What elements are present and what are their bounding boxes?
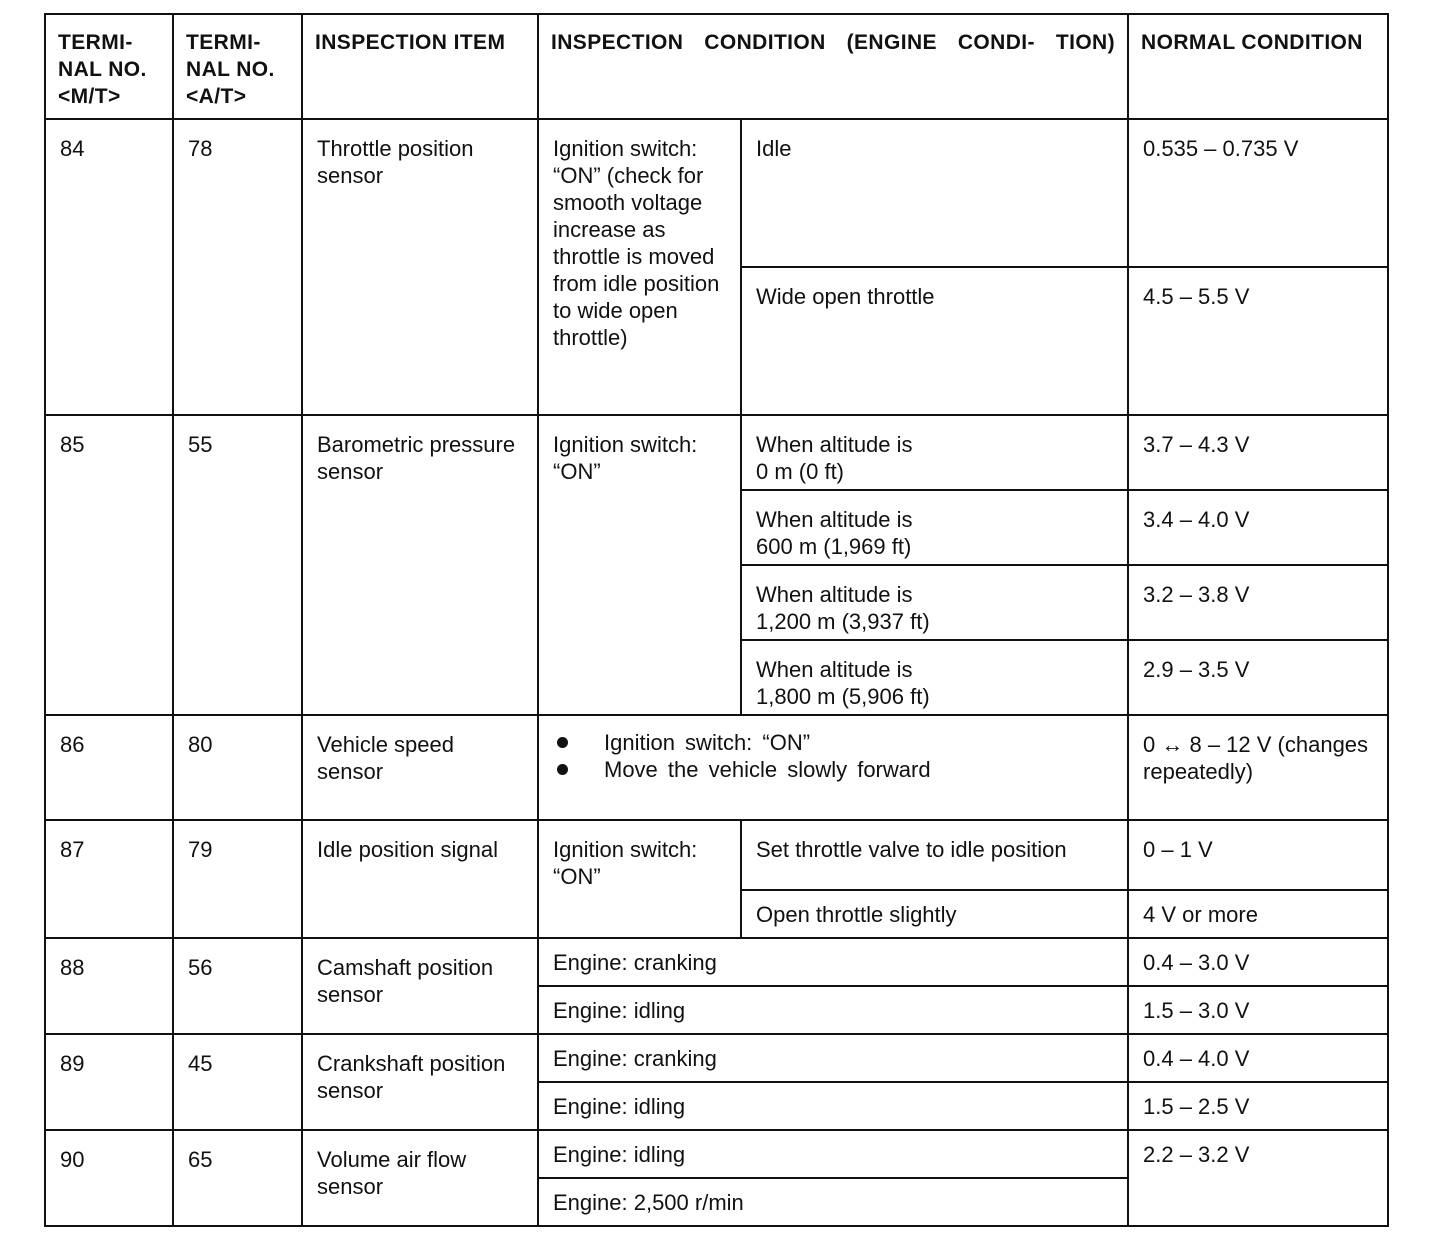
condition-cell: Engine: cranking — [538, 1034, 1128, 1082]
terminal-at-cell: 65 — [173, 1130, 302, 1226]
terminal-mt-cell: 85 — [45, 415, 173, 715]
list-item: Ignition switch: “ON” — [553, 729, 1115, 756]
terminal-at-cell: 55 — [173, 415, 302, 715]
sub-condition-cell: When altitude is 1,200 m (3,937 ft) — [741, 565, 1128, 640]
inspection-item-cell: Idle position signal — [302, 820, 538, 938]
normal-condition-cell: 3.2 – 3.8 V — [1128, 565, 1388, 640]
terminal-at-cell: 45 — [173, 1034, 302, 1130]
sub-condition-cell: When altitude is 600 m (1,969 ft) — [741, 490, 1128, 565]
table-row — [45, 1034, 1388, 1082]
normal-condition-cell: 0 ↔ 8 – 12 V (changes repeatedly) — [1128, 715, 1388, 820]
table-row — [45, 715, 1388, 820]
normal-condition-cell: 4 V or more — [1128, 890, 1388, 938]
list-item: Move the vehicle slowly forward — [553, 756, 1115, 783]
condition-cell: Ignition switch: “ON” — [538, 415, 741, 715]
condition-cell — [538, 715, 1128, 820]
header-inspection-condition: INSPECTION CONDITION (ENGINE CONDI- TION) — [538, 14, 1128, 119]
terminal-at-cell: 80 — [173, 715, 302, 820]
terminal-at-cell: 79 — [173, 820, 302, 938]
normal-condition-cell: 0.4 – 4.0 V — [1128, 1034, 1388, 1082]
terminal-at-cell: 56 — [173, 938, 302, 1034]
normal-condition-cell: 1.5 – 2.5 V — [1128, 1082, 1388, 1130]
normal-condition-cell: 4.5 – 5.5 V — [1128, 267, 1388, 415]
inspection-item-cell: Camshaft position sensor — [302, 938, 538, 1034]
normal-condition-cell: 3.4 – 4.0 V — [1128, 490, 1388, 565]
sub-condition-cell: When altitude is 1,800 m (5,906 ft) — [741, 640, 1128, 715]
normal-condition-cell: 2.9 – 3.5 V — [1128, 640, 1388, 715]
normal-condition-cell: 0 – 1 V — [1128, 820, 1388, 890]
sub-condition-cell: Open throttle slightly — [741, 890, 1128, 938]
inspection-item-cell: Vehicle speed sensor — [302, 715, 538, 820]
sub-condition-cell: Set throttle valve to idle position — [741, 820, 1128, 890]
condition-cell: Ignition switch: “ON” — [538, 820, 741, 938]
condition-cell: Engine: idling — [538, 1082, 1128, 1130]
terminal-mt-cell: 88 — [45, 938, 173, 1034]
inspection-item-cell: Crankshaft position sensor — [302, 1034, 538, 1130]
terminal-mt-cell: 86 — [45, 715, 173, 820]
inspection-table — [44, 13, 1389, 1227]
condition-cell: Engine: idling — [538, 986, 1128, 1034]
table-row — [45, 1130, 1388, 1178]
table-row — [45, 415, 1388, 490]
terminal-mt-cell: 87 — [45, 820, 173, 938]
sub-condition-cell: Wide open throttle — [741, 267, 1128, 415]
condition-cell: Engine: 2,500 r/min — [538, 1178, 1128, 1226]
condition-cell: Ignition switch: “ON” (check for smooth voltage increase as throttle is moved from idle position to wide open throttle) — [538, 119, 741, 415]
condition-bullet-list — [539, 716, 1127, 783]
table-header-row — [45, 14, 1388, 119]
terminal-mt-cell: 90 — [45, 1130, 173, 1226]
table-row — [45, 119, 1388, 267]
header-terminal-mt: TERMI- NAL NO. <M/T> — [45, 14, 173, 119]
terminal-at-cell: 78 — [173, 119, 302, 415]
condition-cell: Engine: idling — [538, 1130, 1128, 1178]
inspection-item-cell: Throttle position sensor — [302, 119, 538, 415]
terminal-mt-cell: 84 — [45, 119, 173, 415]
normal-condition-cell: 3.7 – 4.3 V — [1128, 415, 1388, 490]
header-inspection-item: INSPECTION ITEM — [302, 14, 538, 119]
inspection-item-cell: Barometric pressure sensor — [302, 415, 538, 715]
condition-cell: Engine: cranking — [538, 938, 1128, 986]
normal-condition-cell: 1.5 – 3.0 V — [1128, 986, 1388, 1034]
normal-condition-cell: 0.4 – 3.0 V — [1128, 938, 1388, 986]
header-normal-condition: NORMAL CONDITION — [1128, 14, 1388, 119]
terminal-mt-cell: 89 — [45, 1034, 173, 1130]
sub-condition-cell: When altitude is 0 m (0 ft) — [741, 415, 1128, 490]
table-row — [45, 820, 1388, 890]
header-terminal-at: TERMI- NAL NO. <A/T> — [173, 14, 302, 119]
normal-condition-cell: 0.535 – 0.735 V — [1128, 119, 1388, 267]
normal-condition-cell: 2.2 – 3.2 V — [1128, 1130, 1388, 1226]
table-row — [45, 938, 1388, 986]
sub-condition-cell: Idle — [741, 119, 1128, 267]
inspection-item-cell: Volume air flow sensor — [302, 1130, 538, 1226]
